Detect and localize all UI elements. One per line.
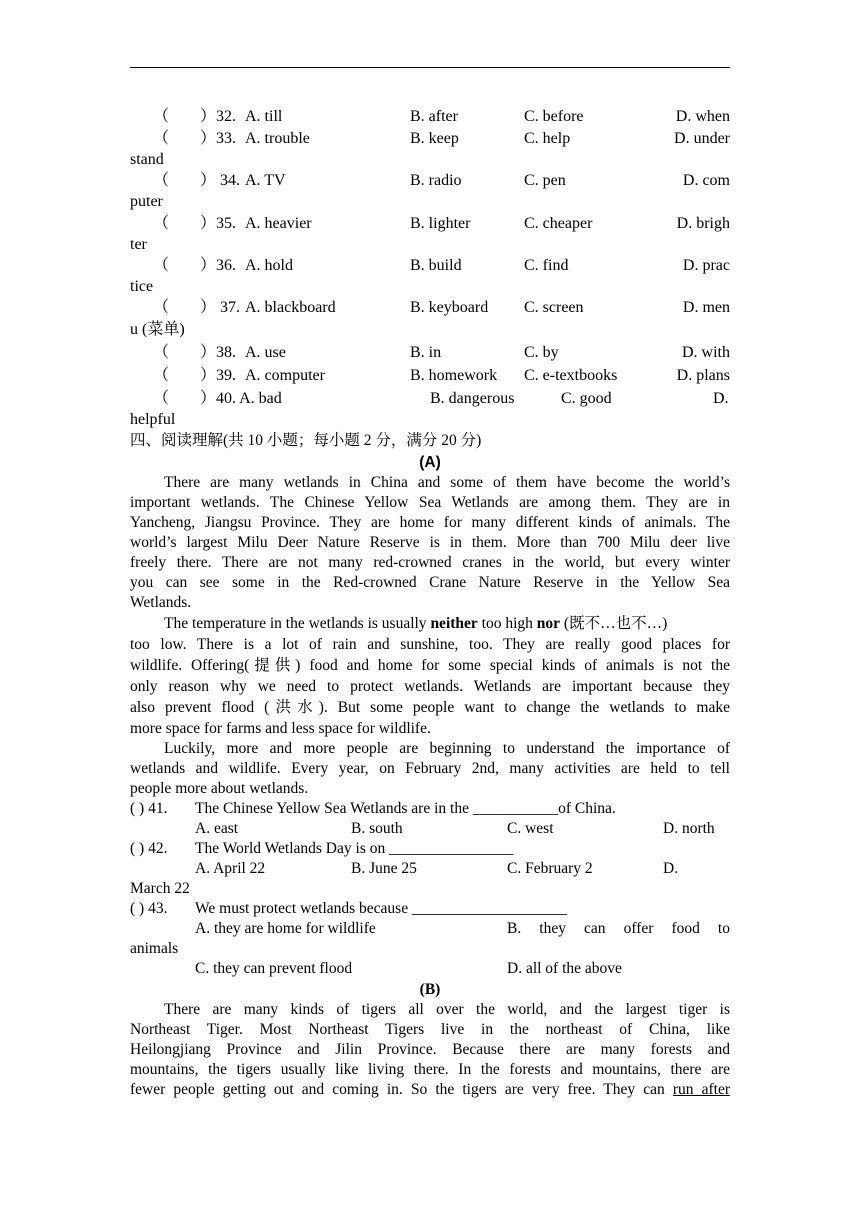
option-d-continued: March 22: [130, 880, 190, 897]
option-b[interactable]: B. keyboard: [410, 299, 489, 316]
question-number: ）40. A. bad: [200, 390, 282, 407]
passage-a-line: Luckily, more and more people are beginning to understand the importance of: [164, 740, 730, 757]
question-number: ( ) 41.: [130, 800, 168, 817]
option-d[interactable]: D. prac: [682, 257, 730, 274]
option-d[interactable]: D. plans: [676, 367, 730, 384]
option-c[interactable]: C. pen: [524, 172, 566, 189]
option-a[interactable]: A. heavier: [245, 215, 312, 232]
option-a[interactable]: A. use: [245, 344, 286, 361]
answer-blank[interactable]: （: [153, 172, 170, 189]
option-d[interactable]: D. men: [682, 299, 730, 316]
passage-a-line: you can see some in the Red-crowned Crane Nature Reserve in the Yellow Sea: [130, 574, 730, 591]
option-c[interactable]: C. help: [524, 130, 571, 147]
option-d-continued: puter: [130, 193, 163, 210]
question-number: ）39.: [200, 367, 237, 384]
passage-a-line: Wetlands.: [130, 594, 192, 611]
answer-blank[interactable]: （: [153, 215, 170, 232]
passage-b-line: Northeast Tiger. Most Northeast Tigers live in the northeast of China, like: [130, 1021, 730, 1038]
passage-a-line: important wetlands. The Chinese Yellow Sea Wetlands are among them. They are in: [130, 494, 730, 511]
question-number: ）35.: [200, 215, 237, 232]
question-number: ） 34.: [200, 172, 241, 189]
passage-a-line: only reason why we need to protect wetlands. Wetlands are important because they: [130, 678, 730, 695]
option-d[interactable]: D. under: [674, 130, 730, 147]
option-a[interactable]: A. trouble: [245, 130, 310, 147]
option-a[interactable]: A. till: [245, 108, 283, 125]
question-number: ）33.: [200, 130, 237, 147]
option-c[interactable]: C. west: [507, 820, 554, 837]
option-a[interactable]: A. they are home for wildlife: [195, 920, 376, 937]
option-a[interactable]: A. blackboard: [245, 299, 336, 316]
text: too high: [477, 615, 537, 632]
option-a[interactable]: A. east: [195, 820, 239, 837]
passage-a-line: Yancheng, Jiangsu Province. They are home for many different kinds of animals. The: [130, 514, 730, 531]
option-c[interactable]: C. e-textbooks: [524, 367, 618, 384]
question-number: ）38.: [200, 344, 237, 361]
passage-a-line: freely there. There are not many red-crowned cranes in the world, but every winter: [130, 554, 730, 571]
option-d[interactable]: D. with: [682, 344, 730, 361]
option-c[interactable]: C. screen: [524, 299, 584, 316]
passage-a-heading: (A): [419, 454, 441, 471]
option-b[interactable]: B. south: [351, 820, 403, 837]
text: fewer people getting out and coming in. So the tigers are very free. They can: [130, 1081, 673, 1098]
passage-a-line: There are many wetlands in China and some of them have become the world’s: [164, 474, 730, 491]
question-number: ）36.: [200, 257, 237, 274]
passage-b-line: There are many kinds of tigers all over the world, and the largest tiger is: [164, 1001, 730, 1018]
option-d-continued: tice: [130, 278, 154, 295]
text: (既不…也不…): [560, 615, 668, 632]
option-b[interactable]: B. build: [410, 257, 462, 274]
answer-blank[interactable]: （: [153, 299, 170, 316]
option-d[interactable]: D. when: [675, 108, 730, 125]
option-a[interactable]: A. April 22: [195, 860, 266, 877]
question-number: ） 37.: [200, 299, 241, 316]
passage-a-line: wildlife. Offering(提供) food and home for some special kinds of animals is not the: [130, 657, 730, 674]
passage-b-heading: (B): [419, 981, 441, 998]
option-b[interactable]: B. lighter: [410, 215, 471, 232]
option-d-continued: helpful: [130, 411, 176, 428]
option-b[interactable]: B. keep: [410, 130, 459, 147]
keyword-nor: nor: [536, 615, 561, 632]
option-b[interactable]: B. homework: [410, 367, 498, 384]
section-title: 四、阅读理解(共 10 小题；每小题 2 分，满分 20 分): [130, 432, 482, 449]
option-c[interactable]: C. find: [524, 257, 569, 274]
option-b-continued: animals: [130, 940, 179, 957]
option-c[interactable]: C. cheaper: [524, 215, 593, 232]
question-number: ）32.: [200, 108, 237, 125]
passage-a-line: world’s largest Milu Deer Nature Reserve is in them. More than 700 Milu deer live: [130, 534, 730, 551]
option-c[interactable]: C. good: [561, 390, 612, 407]
answer-blank[interactable]: （: [153, 367, 170, 384]
answer-blank[interactable]: （: [153, 257, 170, 274]
option-c[interactable]: C. they can prevent flood: [195, 960, 353, 977]
passage-b-line: Heilongjiang Province and Jilin Province. Because there are many forests and: [130, 1041, 730, 1058]
passage-a-line: wetlands and wildlife. Every year, on February 2nd, many activities are held to tell: [130, 760, 730, 777]
option-b[interactable]: B. after: [410, 108, 458, 125]
option-b[interactable]: B. dangerous: [430, 390, 515, 407]
passage-a-line: people more about wetlands.: [130, 780, 309, 797]
passage-a-p2-first: [164, 614, 667, 634]
option-d[interactable]: D. brigh: [676, 215, 730, 232]
option-d[interactable]: D. com: [682, 172, 730, 189]
passage-b-last-line: [130, 1080, 730, 1100]
option-c[interactable]: C. February 2: [507, 860, 593, 877]
underlined-phrase: run after: [672, 1081, 730, 1098]
top-rule: [130, 67, 730, 68]
answer-blank[interactable]: （: [153, 130, 170, 147]
text: The temperature in the wetlands is usually: [164, 615, 431, 632]
option-d-continued: ter: [130, 236, 147, 253]
option-a[interactable]: A. hold: [245, 257, 293, 274]
passage-a-line: more space for farms and less space for wildlife.: [130, 720, 431, 737]
option-d[interactable]: D.: [713, 390, 729, 407]
option-b[interactable]: B. in: [410, 344, 442, 361]
question-stem: The World Wetlands Day is on ________________: [195, 840, 514, 857]
option-c[interactable]: C. by: [524, 344, 559, 361]
question-stem: We must protect wetlands because ____________________: [195, 900, 567, 917]
option-a[interactable]: A. TV: [245, 172, 286, 189]
passage-b-line: mountains, the tigers usually like living there. In the forests and mountains, there are: [130, 1061, 730, 1078]
question-number: ( ) 43.: [130, 900, 168, 917]
option-c[interactable]: C. before: [524, 108, 584, 125]
option-d-continued: stand: [130, 151, 164, 168]
option-b[interactable]: B. they can offer food to: [507, 920, 730, 937]
option-b[interactable]: B. June 25: [351, 860, 417, 877]
answer-blank[interactable]: （: [153, 108, 170, 125]
passage-a-line: also prevent flood (洪水). But some people want to change the wetlands to make: [130, 699, 730, 716]
answer-blank[interactable]: （: [153, 344, 170, 361]
option-d[interactable]: D.: [663, 860, 679, 877]
question-number: ( ) 42.: [130, 840, 168, 857]
passage-a-line: too low. There is a lot of rain and sunshine, too. They are really good places for: [130, 636, 730, 653]
option-d[interactable]: D. north: [663, 820, 715, 837]
keyword-neither: neither: [430, 615, 478, 632]
option-d-continued: u (菜单): [130, 321, 185, 338]
option-b[interactable]: B. radio: [410, 172, 462, 189]
question-stem: The Chinese Yellow Sea Wetlands are in the ___________of China.: [195, 800, 616, 817]
option-a[interactable]: A. computer: [245, 367, 325, 384]
option-d[interactable]: D. all of the above: [507, 960, 622, 977]
answer-blank[interactable]: （: [153, 390, 170, 407]
